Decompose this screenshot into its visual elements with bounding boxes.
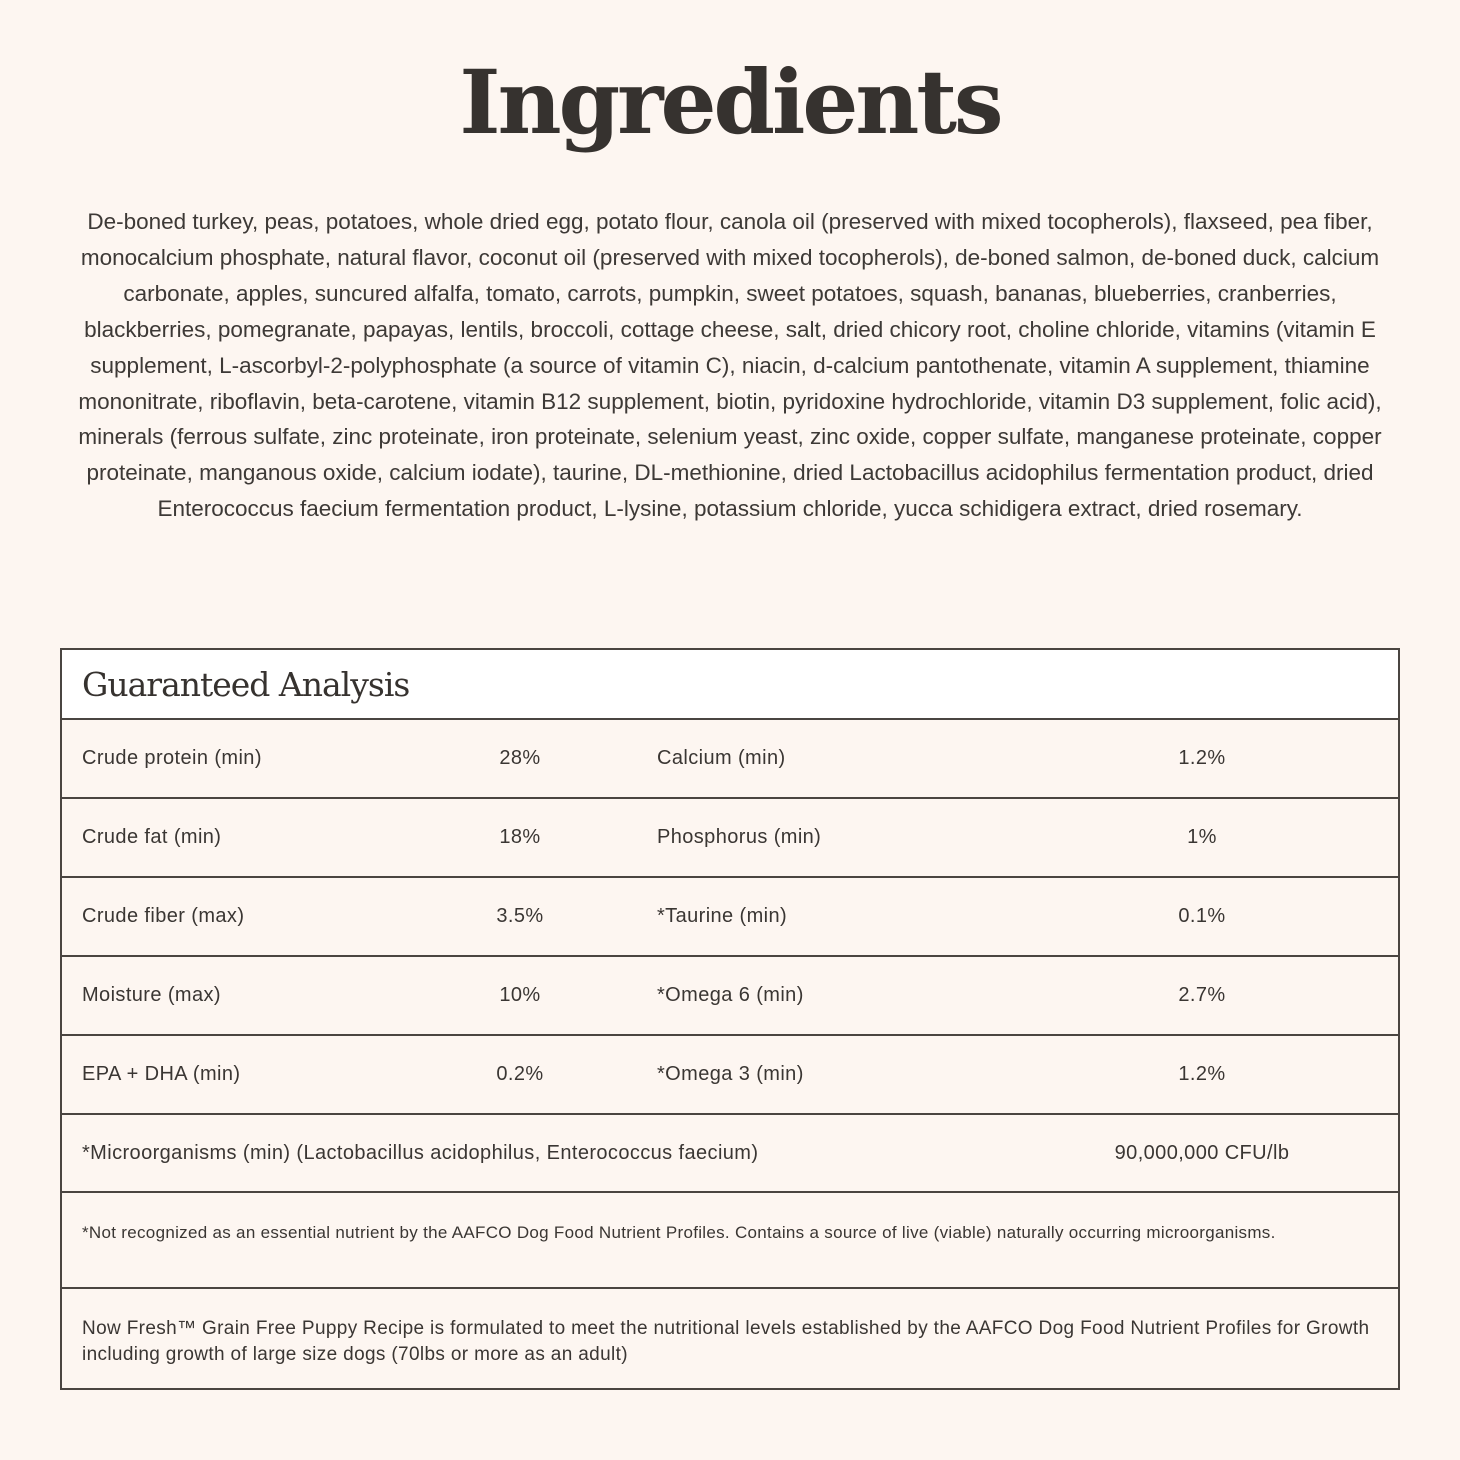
analysis-row xyxy=(62,1036,1398,1115)
nutrient-value: 1.2% xyxy=(1178,1063,1226,1085)
analysis-row xyxy=(62,878,1398,957)
analysis-row xyxy=(62,720,1398,799)
nutrient-label: Calcium (min) xyxy=(657,747,786,769)
nutrient-label: *Taurine (min) xyxy=(657,905,788,927)
nutrient-value: 10% xyxy=(499,984,541,1006)
nutrient-value: 28% xyxy=(499,747,541,769)
nutrient-value: 0.2% xyxy=(496,1063,544,1085)
nutrient-label: *Omega 6 (min) xyxy=(657,984,804,1006)
analysis-header xyxy=(62,650,1398,720)
nutrient-value: 0.1% xyxy=(1178,905,1226,927)
analysis-title: Guaranteed Analysis xyxy=(82,664,410,704)
nutrient-value: 18% xyxy=(499,826,541,848)
nutrient-label: Crude protein (min) xyxy=(82,747,262,769)
nutrient-value: 1% xyxy=(1187,826,1217,848)
nutrient-label: *Omega 3 (min) xyxy=(657,1063,804,1085)
ingredients-list: De-boned turkey, peas, potatoes, whole dried egg, potato flour, canola oil (preserved with mixed tocopherols), flaxseed, pea fiber, monocalcium phosphate, natural flavor, coconut oil (preserved with mixed tocopherols), de-boned salmon, de-boned duck, calcium carbonate, apples, suncured alfalfa, tomato, carrots, pumpkin, sweet potatoes, squash, bananas, blueberries, cranberries, blackberries, pomegranate, papayas, lentils, broccoli, cottage cheese, salt, dried chicory root, choline chloride, vitamins (vitamin E supplement, L-ascorbyl-2-polyphosphate (a source of vitamin C), niacin, d-calcium pantothenate, vitamin A supplement, thiamine mononitrate, riboflavin, beta-carotene, vitamin B12 supplement, biotin, pyridoxine hydrochloride, vitamin D3 supplement, folic acid), minerals (ferrous sulfate, zinc proteinate, iron proteinate, selenium yeast, zinc oxide, copper sulfate, manganese proteinate, copper proteinate, manganous oxide, calcium iodate), taurine, DL-methionine, dried Lactobacillus acidophilus fermentation product, dried Enterococcus faecium fermentation product, L-lysine, potassium chloride, yucca schidigera extract, dried rosemary. xyxy=(78,209,1382,522)
microorganisms-label: *Microorganisms (min) (Lactobacillus acidophilus, Enterococcus faecium) xyxy=(82,1141,759,1164)
nutrient-label: Phosphorus (min) xyxy=(657,826,822,848)
microorganisms-row xyxy=(62,1115,1398,1193)
nutrient-label: EPA + DHA (min) xyxy=(82,1063,241,1085)
nutritional-adequacy-statement: Now Fresh™ Grain Free Puppy Recipe is formulated to meet the nutritional levels established by the AAFCO Dog Food Nutrient Profiles for Growth including growth of large size dogs (70lbs or more as an adult) xyxy=(82,1318,1370,1365)
microorganisms-value: 90,000,000 CFU/lb xyxy=(1114,1141,1290,1164)
nutrient-label: Crude fiber (max) xyxy=(82,905,245,927)
nutrient-label: Moisture (max) xyxy=(82,984,221,1006)
nutrient-value: 3.5% xyxy=(496,905,544,927)
page-title: Ingredients xyxy=(459,50,1001,154)
nutrient-value: 2.7% xyxy=(1178,984,1226,1006)
guaranteed-analysis-table xyxy=(60,648,1400,1390)
aafco-footnote: *Not recognized as an essential nutrient by the AAFCO Dog Food Nutrient Profiles. Contains a source of live (viable) naturally occurring microorganisms. xyxy=(62,1193,1398,1289)
analysis-row xyxy=(62,799,1398,878)
analysis-row xyxy=(62,957,1398,1036)
nutrient-label: Crude fat (min) xyxy=(82,826,222,848)
nutrient-value: 1.2% xyxy=(1178,747,1226,769)
